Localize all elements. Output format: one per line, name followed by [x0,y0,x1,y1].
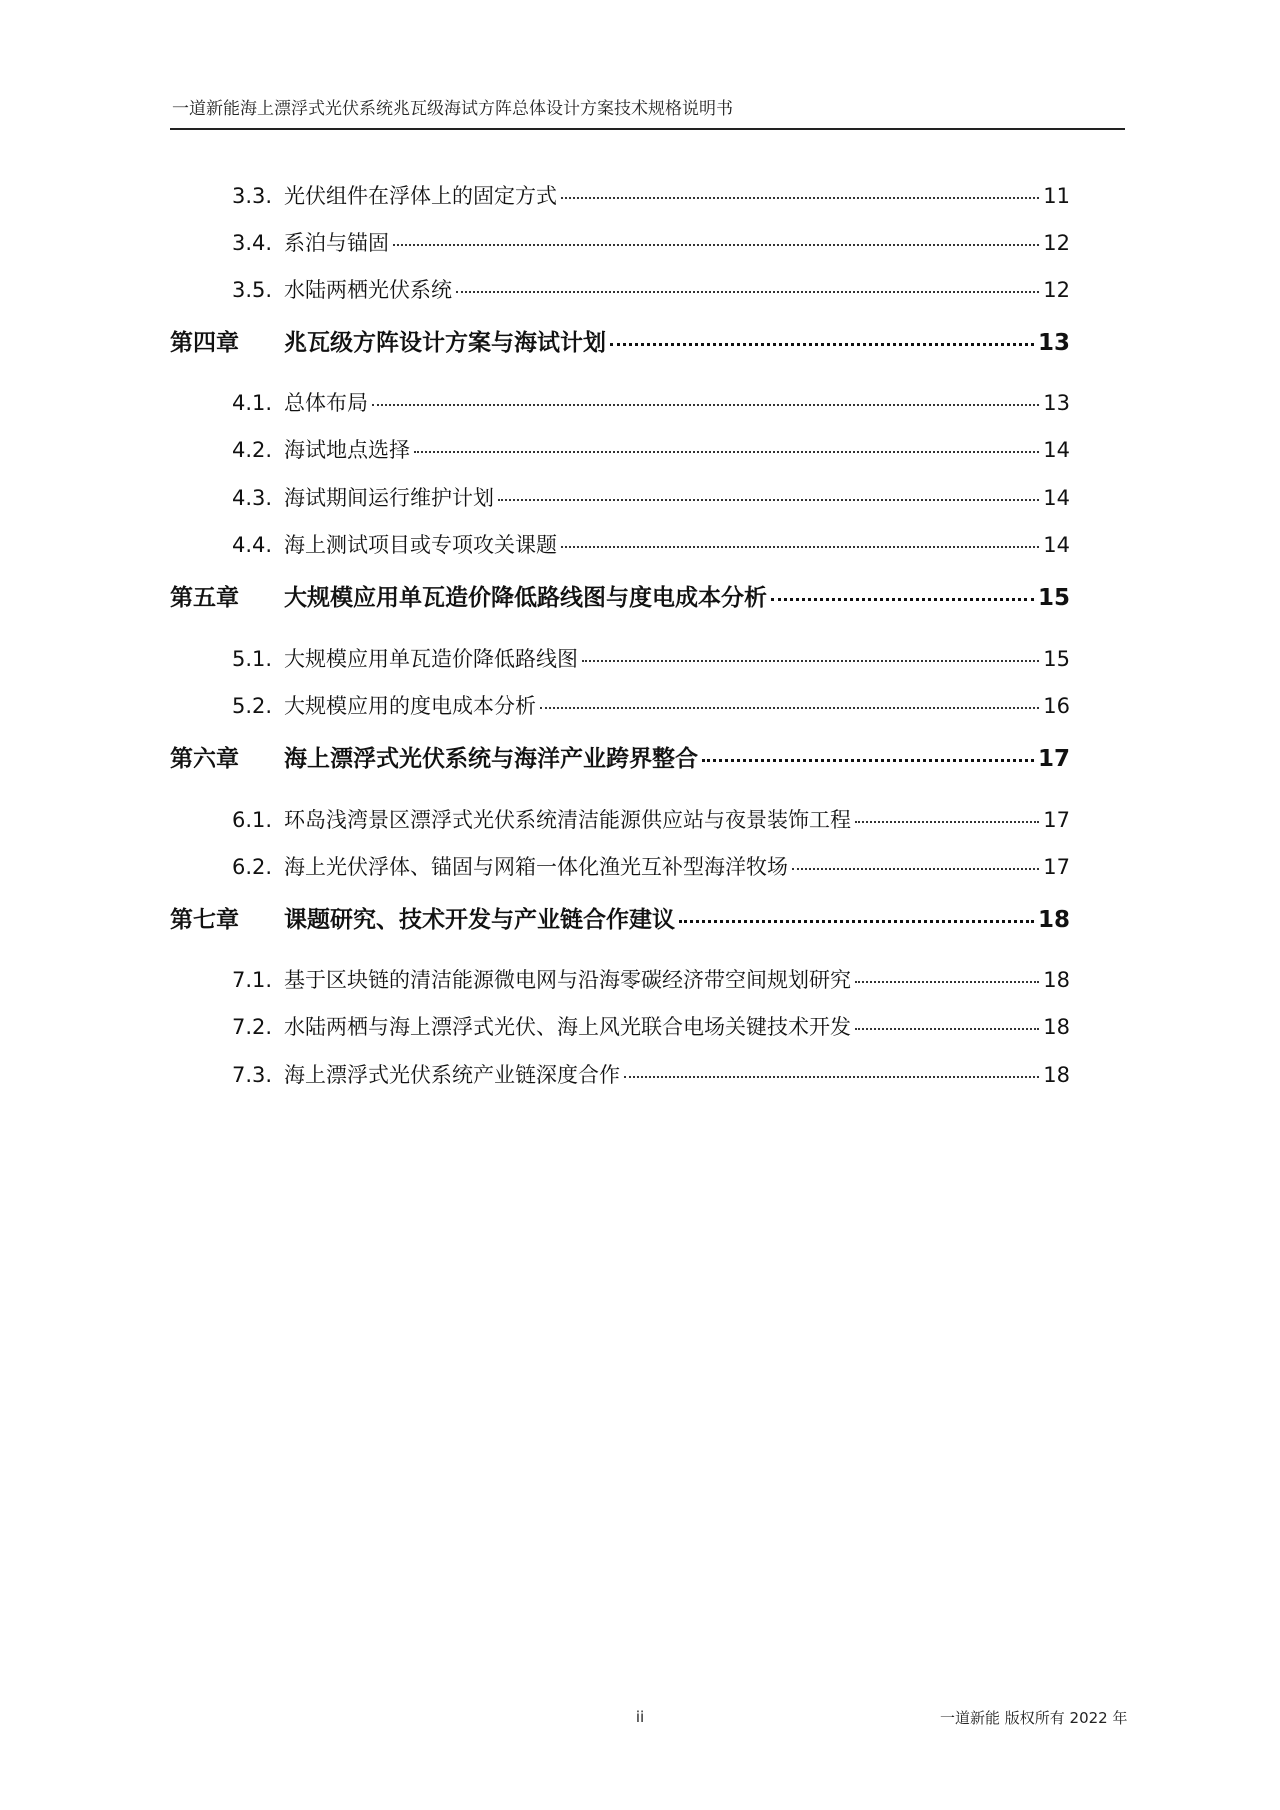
toc-entry-number: 5.1. [232,647,273,671]
toc-entry[interactable] [232,1011,1070,1041]
toc-entry-title: 海试地点选择 [284,438,410,462]
toc-entry-title: 系泊与锚固 [284,231,389,255]
toc-entry-number: 3.5. [232,278,273,302]
toc-chapter-page: 18 [1037,907,1070,933]
toc-entry-number: 5.2. [232,694,273,718]
footer-copyright: 一道新能 版权所有 2022 年 [940,1709,1128,1727]
toc-entry-page: 14 [1043,438,1070,462]
toc-chapter-entry[interactable] [170,579,1070,613]
toc-entry-title: 环岛浅湾景区漂浮式光伏系统清洁能源供应站与夜景装饰工程 [284,808,851,832]
toc-entry[interactable] [232,851,1070,881]
toc-leader-dots [610,343,1034,346]
toc-chapter-title: 海上漂浮式光伏系统与海洋产业跨界整合 [284,746,698,772]
toc-entry[interactable] [232,482,1070,512]
toc-entry-title: 海上测试项目或专项攻关课题 [284,533,557,557]
toc-leader-dots [855,981,1039,983]
toc-entry-page: 17 [1043,808,1070,832]
toc-leader-dots [855,821,1039,823]
toc-entry-title: 光伏组件在浮体上的固定方式 [284,184,557,208]
toc-leader-dots [624,1076,1039,1078]
toc-entry[interactable] [232,529,1070,559]
toc-entry-title: 水陆两栖光伏系统 [284,278,452,302]
toc-entry-number: 4.2. [232,438,273,462]
toc-entry[interactable] [232,804,1070,834]
toc-entry[interactable] [232,434,1070,464]
toc-chapter-number: 第五章 [170,585,239,611]
toc-leader-dots [498,499,1039,501]
toc-chapter-entry[interactable] [170,901,1070,935]
footer-page-number: ii [635,1708,645,1726]
toc-leader-dots [393,244,1039,246]
toc-leader-dots [414,451,1039,453]
toc-entry[interactable] [232,643,1070,673]
toc-chapter-page: 13 [1037,330,1070,356]
toc-leader-dots [792,868,1039,870]
header-title: 一道新能海上漂浮式光伏系统兆瓦级海试方阵总体设计方案技术规格说明书 [172,99,733,119]
toc-entry-page: 14 [1043,533,1070,557]
toc-chapter-title: 课题研究、技术开发与产业链合作建议 [284,907,675,933]
toc-entry-page: 12 [1043,231,1070,255]
toc-leader-dots [679,920,1034,923]
toc-chapter-page: 17 [1037,746,1070,772]
toc-entry-page: 18 [1043,1015,1070,1039]
toc-chapter-number: 第四章 [170,330,239,356]
toc-entry-number: 6.1. [232,808,273,832]
toc-leader-dots [702,759,1034,762]
toc-entry-title: 水陆两栖与海上漂浮式光伏、海上风光联合电场关键技术开发 [284,1015,851,1039]
toc-entry-title: 海试期间运行维护计划 [284,486,494,510]
toc-entry-page: 17 [1043,855,1070,879]
toc-entry-page: 18 [1043,1063,1070,1087]
toc-entry-page: 11 [1043,184,1070,208]
toc-entry-number: 4.1. [232,391,273,415]
toc-leader-dots [771,598,1034,601]
toc-entry-number: 3.4. [232,231,273,255]
toc-entry-title: 大规模应用单瓦造价降低路线图 [284,647,578,671]
toc-entry-page: 18 [1043,968,1070,992]
toc-entry-page: 14 [1043,486,1070,510]
toc-entry-number: 4.3. [232,486,273,510]
toc-entry[interactable] [232,964,1070,994]
page-header [170,98,1125,130]
toc-entry-title: 海上光伏浮体、锚固与网箱一体化渔光互补型海洋牧场 [284,855,788,879]
toc-entry-number: 3.3. [232,184,273,208]
toc-entry[interactable] [232,227,1070,257]
toc-entry-number: 7.1. [232,968,273,992]
toc-leader-dots [561,546,1039,548]
toc-entry[interactable] [232,690,1070,720]
toc-chapter-entry[interactable] [170,740,1070,774]
toc-entry-number: 7.2. [232,1015,273,1039]
toc-leader-dots [372,404,1039,406]
toc-leader-dots [561,197,1039,199]
toc-leader-dots [456,291,1039,293]
toc-chapter-title: 大规模应用单瓦造价降低路线图与度电成本分析 [284,585,767,611]
toc-chapter-entry[interactable] [170,324,1070,358]
toc-entry-number: 4.4. [232,533,273,557]
toc-entry-title: 总体布局 [284,391,368,415]
toc-entry[interactable] [232,180,1070,210]
toc-entry-page: 13 [1043,391,1070,415]
toc-entry-page: 12 [1043,278,1070,302]
toc-entry-title: 大规模应用的度电成本分析 [284,694,536,718]
toc-chapter-number: 第六章 [170,746,239,772]
toc-entry-title: 海上漂浮式光伏系统产业链深度合作 [284,1063,620,1087]
toc-chapter-title: 兆瓦级方阵设计方案与海试计划 [284,330,606,356]
toc-entry-page: 15 [1043,647,1070,671]
toc-leader-dots [540,707,1039,709]
toc-entry[interactable] [232,387,1070,417]
toc-entry-page: 16 [1043,694,1070,718]
toc-entry[interactable] [232,1059,1070,1089]
toc-leader-dots [582,660,1039,662]
toc-chapter-page: 15 [1037,585,1070,611]
toc-entry-number: 6.2. [232,855,273,879]
toc-entry[interactable] [232,274,1070,304]
toc-leader-dots [855,1028,1039,1030]
toc-chapter-number: 第七章 [170,907,239,933]
toc-entry-title: 基于区块链的清洁能源微电网与沿海零碳经济带空间规划研究 [284,968,851,992]
toc-entry-number: 7.3. [232,1063,273,1087]
